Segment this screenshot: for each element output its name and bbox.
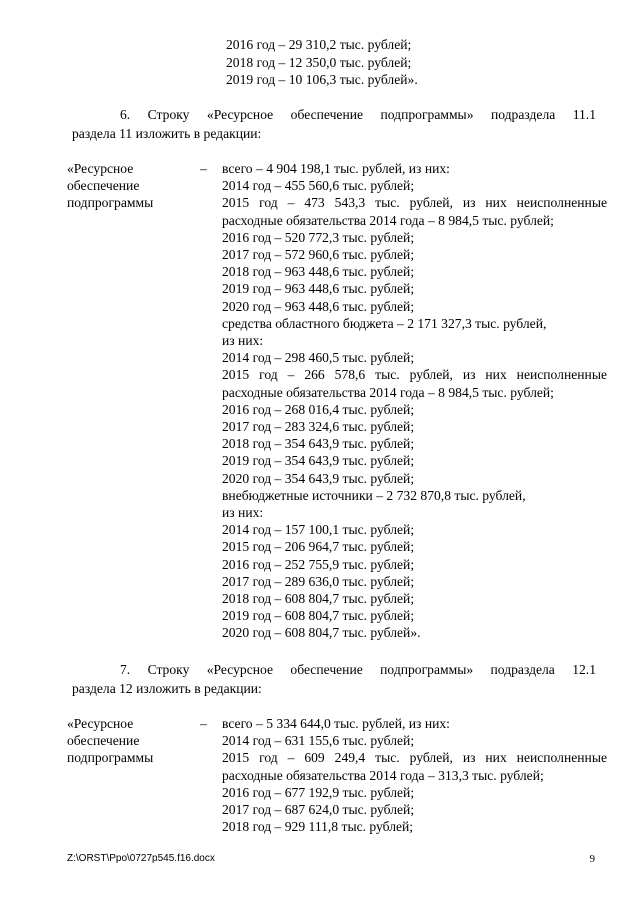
value-line: 2016 год – 520 772,3 тыс. рублей;: [222, 229, 415, 245]
value-line: 2018 год – 354 643,9 тыс. рублей;: [222, 436, 415, 452]
value-line: 2018 год – 608 804,7 тыс. рублей;: [222, 591, 415, 607]
value-line: из них:: [222, 333, 264, 349]
text-line: 2016 год – 29 310,2 тыс. рублей;: [226, 37, 412, 52]
value-line: 2019 год – 354 643,9 тыс. рублей;: [222, 453, 415, 469]
text-line: 2018 год – 12 350,0 тыс. рублей;: [226, 55, 412, 70]
value-line: 2016 год – 677 192,9 тыс. рублей;: [222, 784, 415, 800]
value-line: 2020 год – 963 448,6 тыс. рублей;: [222, 298, 415, 314]
value-line: 2017 год – 572 960,6 тыс. рублей;: [222, 247, 415, 263]
value-line: расходные обязательства 2014 года – 8 984,5 тыс. рублей;: [222, 212, 554, 228]
value-line: 2017 год – 289 636,0 тыс. рублей;: [222, 573, 415, 589]
value-line: 2015 год – 266 578,6 тыс. рублей, из них неисполненные: [222, 367, 607, 383]
paragraph-line: 7. Строку «Ресурсное обеспечение подпрограммы» подраздела 12.1: [120, 662, 596, 677]
paragraph-line: раздела 11 изложить в редакции:: [72, 125, 262, 141]
value-line: 2014 год – 631 155,6 тыс. рублей;: [222, 733, 415, 749]
value-line: 2014 год – 455 560,6 тыс. рублей;: [222, 178, 415, 194]
label-line: «Ресурсное: [67, 161, 134, 176]
page-number: 9: [589, 853, 595, 865]
value-line: расходные обязательства 2014 года – 8 984,5 тыс. рублей;: [222, 384, 554, 400]
value-line: 2020 год – 354 643,9 тыс. рублей;: [222, 470, 415, 486]
value-line: из них:: [222, 505, 264, 521]
paragraph-item-7: [72, 661, 596, 698]
value-line: 2017 год – 283 324,6 тыс. рублей;: [222, 419, 415, 435]
footer-filename: Z:\ORST\Ppo\0727p545.f16.docx: [67, 853, 215, 864]
value-line: внебюджетные источники – 2 732 870,8 тыс. рублей,: [222, 487, 526, 503]
values-column: [222, 715, 607, 835]
value-line: 2018 год – 929 111,8 тыс. рублей;: [222, 819, 414, 835]
value-line: 2014 год – 298 460,5 тыс. рублей;: [222, 350, 415, 366]
value-line: 2015 год – 473 543,3 тыс. рублей, из них неисполненные: [222, 195, 607, 211]
row-label: [67, 160, 177, 212]
dash: –: [200, 161, 207, 176]
paragraph-line: 6. Строку «Ресурсное обеспечение подпрограммы» подраздела 11.1: [120, 107, 596, 122]
value-line: 2016 год – 252 755,9 тыс. рублей;: [222, 556, 415, 572]
value-line: средства областного бюджета – 2 171 327,3 тыс. рублей,: [222, 315, 547, 331]
value-line: 2015 год – 206 964,7 тыс. рублей;: [222, 539, 415, 555]
dash: –: [200, 716, 207, 731]
value-line: 2015 год – 609 249,4 тыс. рублей, из них неисполненные: [222, 750, 607, 766]
label-line: подпрограммы: [67, 195, 154, 211]
value-line: 2018 год – 963 448,6 тыс. рублей;: [222, 264, 415, 280]
value-line: 2014 год – 157 100,1 тыс. рублей;: [222, 522, 415, 538]
row-label: [67, 715, 177, 767]
label-line: «Ресурсное: [67, 716, 134, 731]
value-line: 2017 год – 687 624,0 тыс. рублей;: [222, 802, 415, 818]
text-line: 2019 год – 10 106,3 тыс. рублей».: [226, 72, 418, 87]
value-line: 2020 год – 608 804,7 тыс. рублей».: [222, 625, 421, 641]
label-line: обеспечение: [67, 733, 140, 749]
label-line: подпрограммы: [67, 750, 154, 766]
value-line: 2019 год – 608 804,7 тыс. рублей;: [222, 608, 415, 624]
value-line: 2019 год – 963 448,6 тыс. рублей;: [222, 281, 415, 297]
paragraph-item-6: [72, 106, 596, 143]
value-line: 2016 год – 268 016,4 тыс. рублей;: [222, 401, 415, 417]
value-line: всего – 4 904 198,1 тыс. рублей, из них:: [222, 161, 450, 176]
value-line: всего – 5 334 644,0 тыс. рублей, из них:: [222, 716, 450, 731]
label-line: обеспечение: [67, 178, 140, 194]
values-column: [222, 160, 607, 642]
paragraph-line: раздела 12 изложить в редакции:: [72, 680, 262, 696]
value-line: расходные обязательства 2014 года – 313,3 тыс. рублей;: [222, 767, 544, 783]
